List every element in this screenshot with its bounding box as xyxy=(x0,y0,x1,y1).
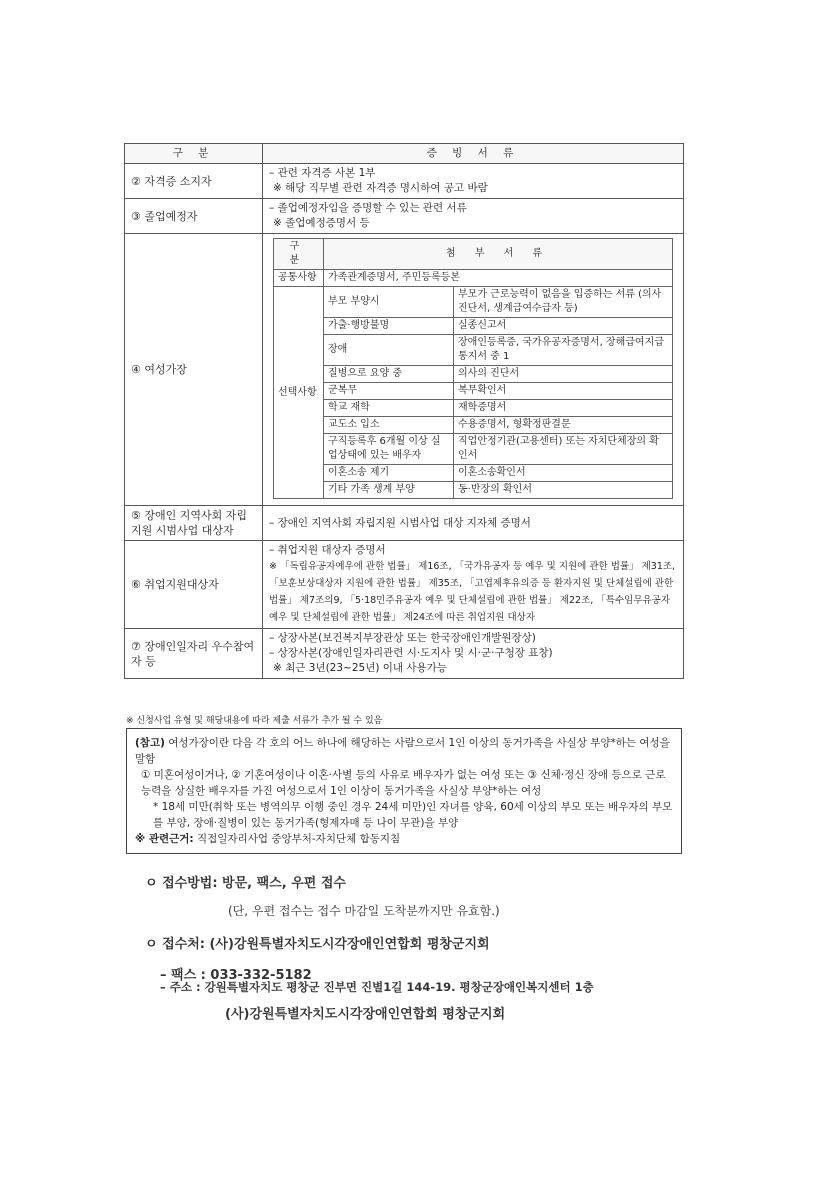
row-category: ④ 여성가장 xyxy=(125,234,263,506)
sub-item-doc: 장애인등록증, 국가유공자증명서, 장해급여지급통지서 중 1 xyxy=(454,335,673,366)
sub-item-doc: 실종신고서 xyxy=(454,318,673,335)
sub-item-name: 장애 xyxy=(324,335,454,366)
doc-line: – 상장사본(장애인일자리관련 시·도지사 및 시·군·구청장 표창) xyxy=(269,647,553,659)
sub-row xyxy=(274,400,673,417)
sub-row xyxy=(274,287,673,318)
doc-line: – 관련 자격증 사본 1부 xyxy=(269,167,376,179)
sub-row xyxy=(274,366,673,383)
row-docs xyxy=(263,164,684,199)
sub-item-doc: 이혼소송확인서 xyxy=(454,465,673,482)
doc-line: – 상장사본(보건복지부장관상 또는 한국장애인개발원장상) xyxy=(269,632,536,644)
sub-header-documents: 첨 부 서 류 xyxy=(324,239,673,270)
sub-header-category: 구 분 xyxy=(274,239,324,270)
sub-item-name: 가출·행방불명 xyxy=(324,318,454,335)
sub-item-name: 질병으로 요양 중 xyxy=(324,366,454,383)
table-row xyxy=(125,541,684,629)
sub-header xyxy=(274,239,673,270)
sub-row xyxy=(274,318,673,335)
header-documents: 증 빙 서 류 xyxy=(263,144,684,164)
reception-note: (단, 우편 접수는 접수 마감일 도착분까지만 유효함.) xyxy=(228,904,500,918)
sub-common-label: 공통사항 xyxy=(274,270,324,287)
sub-item-name: 학교 재학 xyxy=(324,400,454,417)
doc-line: ※ 졸업예정증명서 등 xyxy=(273,217,370,229)
sub-item-doc: 수용증명서, 형확정판결문 xyxy=(454,417,673,434)
basis-label: ※ 관련근거: xyxy=(135,833,194,845)
row-category: ⑤ 장애인 지역사회 자립지원 시범사업 대상자 xyxy=(125,506,263,541)
reference-box xyxy=(126,728,682,854)
sub-row xyxy=(274,335,673,366)
sub-row xyxy=(274,465,673,482)
sub-item-doc: 직업안정기관(고용센터) 또는 자치단체장의 확인서 xyxy=(454,434,673,465)
sub-row xyxy=(274,383,673,400)
reception-address: – 주소 : 강원특별자치도 평창군 진부면 진별1길 144-19. 평창군장애인복지센터 1층 xyxy=(160,980,594,994)
reception-fax: – 팩스 : 033-332-5182 xyxy=(160,968,312,983)
sub-item-doc: 동·반장의 확인서 xyxy=(454,482,673,499)
row-docs xyxy=(263,234,684,506)
table-row xyxy=(125,234,684,506)
reference-intro-text: 여성가장이란 다음 각 호의 어느 하나에 해당하는 사람으로서 1인 이상의 동거가족을 사실상 부양*하는 여성을 말함 xyxy=(135,737,670,765)
doc-line: – 졸업예정자임을 증명할 수 있는 관련 서류 xyxy=(269,202,467,214)
reference-star: * 18세 미만(취학 또는 병역의무 이행 중인 경우 24세 미만)인 자녀를 양육, 60세 이상의 부모 또는 배우자의 부모를 부양, 장애·질병이 있는 동거가족(형제자매 등 나이 무관)을 부양 xyxy=(153,801,673,829)
law-reference: ※ 「독립유공자예우에 관한 법률」 제16조, 「국가유공자 등 예우 및 지원에 관한 법률」 제31조, 「보훈보상대상자 지원에 관한 법률」 제35조, 「고엽제후유의증 등 환자지원 및 단체설립에 관한 법률」 제7조의9, 「5·18민주유공자 예우 및 단체설립에 관한 법률」 제22조, 「특수임무유공자 예우 및 단체설립에 관한 법률」 제24조에 따른 취업지원 대상자 xyxy=(269,561,676,623)
sub-item-name: 기타 가족 생계 부양 xyxy=(324,482,454,499)
sub-row xyxy=(274,434,673,465)
sub-item-name: 부모 부양시 xyxy=(324,287,454,318)
sub-row xyxy=(274,270,673,287)
doc-line: – 장애인 지역사회 자립지원 시범사업 대상 지자체 증명서 xyxy=(269,516,531,529)
doc-line: ※ 해당 직무별 관련 자격증 명시하여 공고 바람 xyxy=(273,182,488,194)
sub-select-label: 선택사항 xyxy=(274,287,324,499)
row-category: ② 자격증 소지자 xyxy=(125,164,263,199)
table-row xyxy=(125,199,684,234)
row-category: ⑥ 취업지원대상자 xyxy=(125,541,263,629)
sub-item-doc: 복무확인서 xyxy=(454,383,673,400)
doc-line: – 취업지원 대상자 증명서 xyxy=(269,544,386,556)
row-docs xyxy=(263,629,684,679)
doc-line: ※ 최근 3년(23~25년) 이내 사용가능 xyxy=(273,662,447,674)
sub-table xyxy=(273,238,673,499)
sub-item-name: 구직등록후 6개월 이상 실업상태에 있는 배우자 xyxy=(324,434,454,465)
sub-row xyxy=(274,482,673,499)
row-docs xyxy=(263,506,684,541)
row-docs xyxy=(263,541,684,629)
header-category: 구 분 xyxy=(125,144,263,164)
reception-place: ㅇ 접수처: (사)강원특별자치도시각장애인연합회 평창군지회 xyxy=(145,937,490,952)
table-row xyxy=(125,506,684,541)
row-category: ⑦ 장애인일자리 우수참여자 등 xyxy=(125,629,263,679)
reference-conditions: ① 미혼여성이거나, ② 기혼여성이나 이혼·사별 등의 사유로 배우자가 없는 여성 또는 ③ 신체·정신 장애 등으로 근로능력을 상실한 배우자를 가진 여성으로서 1인 이상이 동거가족을 사실상 부양*하는 여성 xyxy=(141,769,666,797)
sub-item-name: 군복무 xyxy=(324,383,454,400)
reference-label: (참고) xyxy=(135,737,165,749)
sub-item-doc: 의사의 진단서 xyxy=(454,366,673,383)
reference-intro xyxy=(135,735,673,767)
sub-item-doc: 부모가 근로능력이 없음을 입증하는 서류 (의사진단서, 생계급여수급자 등) xyxy=(454,287,673,318)
row-category: ③ 졸업예정자 xyxy=(125,199,263,234)
sub-common-doc: 가족관계증명서, 주민등록등본 xyxy=(324,270,673,287)
documents-table xyxy=(124,143,684,679)
reception-address-2: (사)강원특별자치도시각장애인연합회 평창군지회 xyxy=(225,1007,506,1022)
footnote: ※ 신청사업 유형 및 해당내용에 따라 제출 서류가 추가 될 수 있음 xyxy=(126,716,383,726)
table-row xyxy=(125,164,684,199)
row-docs xyxy=(263,199,684,234)
table-header xyxy=(125,144,684,164)
reception-method: ㅇ 접수방법: 방문, 팩스, 우편 접수 xyxy=(145,876,346,891)
basis-text: 직접일자리사업 중앙부처-자치단체 합동지침 xyxy=(196,833,401,845)
sub-item-doc: 재학증명서 xyxy=(454,400,673,417)
sub-row xyxy=(274,417,673,434)
sub-item-name: 이혼소송 제기 xyxy=(324,465,454,482)
sub-item-name: 교도소 입소 xyxy=(324,417,454,434)
reference-basis xyxy=(135,831,673,847)
table-row xyxy=(125,629,684,679)
